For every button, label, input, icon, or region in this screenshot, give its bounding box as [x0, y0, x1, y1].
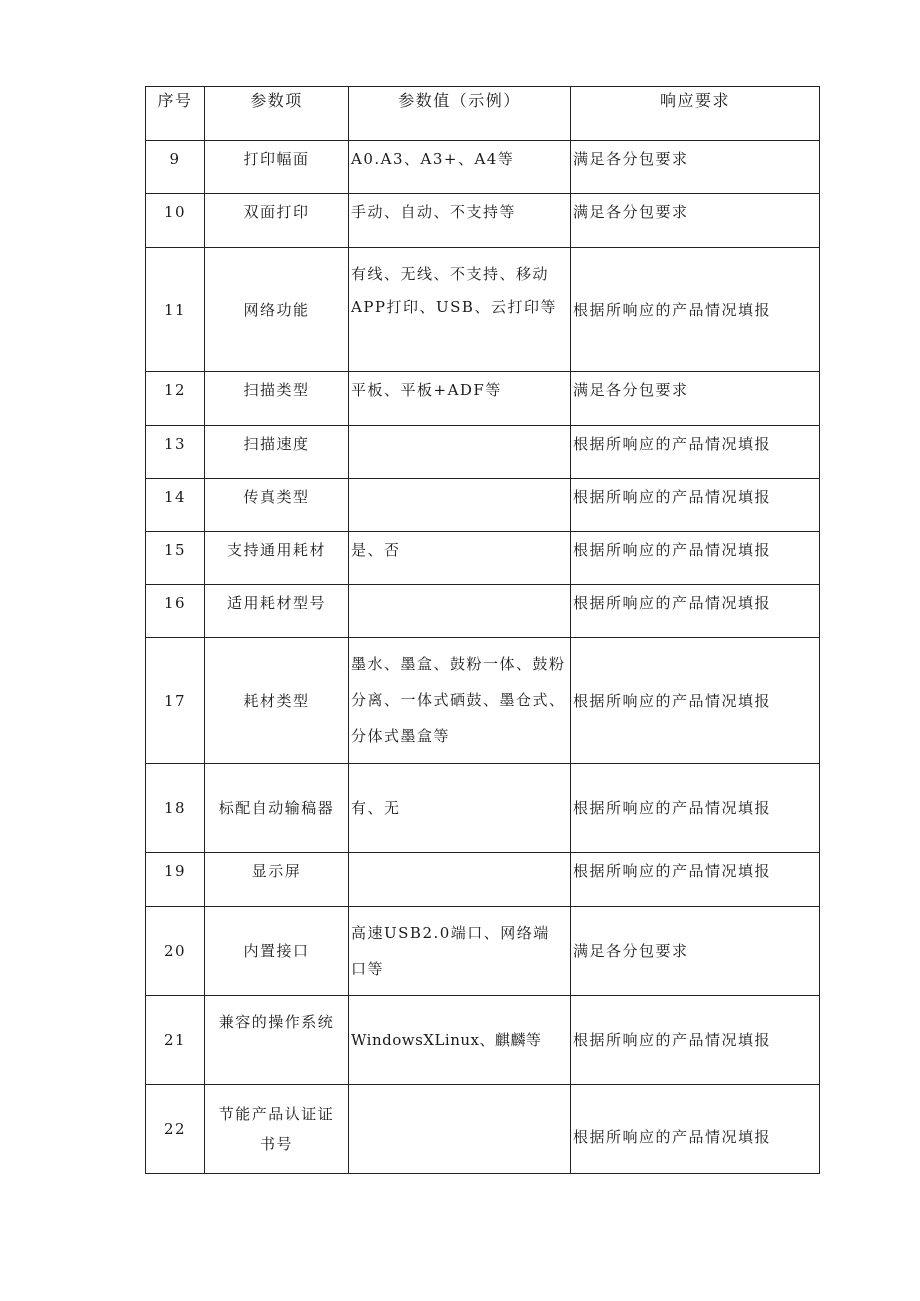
row-number: 10 — [146, 194, 205, 248]
row-item: 扫描速度 — [205, 426, 349, 479]
table-row — [146, 141, 820, 194]
table-row — [146, 194, 820, 248]
table-row — [146, 532, 820, 585]
table-row — [146, 248, 820, 372]
row-number: 21 — [146, 996, 205, 1085]
row-requirement: 根据所响应的产品情况填报 — [571, 426, 820, 479]
table-row — [146, 996, 820, 1085]
row-item: 传真类型 — [205, 479, 349, 532]
row-item: 标配自动输稿器 — [205, 764, 349, 853]
row-requirement: 根据所响应的产品情况填报 — [571, 585, 820, 638]
row-value: 手动、自动、不支持等 — [349, 194, 571, 248]
table-row — [146, 479, 820, 532]
row-requirement: 根据所响应的产品情况填报 — [571, 764, 820, 853]
header-seq: 序号 — [146, 87, 205, 141]
row-item: 内置接口 — [205, 907, 349, 996]
parameter-table — [145, 86, 820, 1174]
row-item: 耗材类型 — [205, 638, 349, 764]
row-number: 13 — [146, 426, 205, 479]
row-number: 14 — [146, 479, 205, 532]
row-requirement: 根据所响应的产品情况填报 — [571, 248, 820, 372]
row-requirement: 根据所响应的产品情况填报 — [571, 638, 820, 764]
table-row — [146, 585, 820, 638]
row-requirement: 满足各分包要求 — [571, 194, 820, 248]
table-row — [146, 907, 820, 996]
table-row — [146, 372, 820, 426]
row-value: A0.A3、A3+、A4等 — [349, 141, 571, 194]
table-row — [146, 426, 820, 479]
row-value: 有线、无线、不支持、移动APP打印、USB、云打印等 — [349, 248, 571, 372]
row-requirement: 满足各分包要求 — [571, 141, 820, 194]
row-item: 节能产品认证证书号 — [205, 1085, 349, 1174]
row-requirement: 满足各分包要求 — [571, 372, 820, 426]
row-item: 扫描类型 — [205, 372, 349, 426]
row-item: 打印幅面 — [205, 141, 349, 194]
row-number: 19 — [146, 853, 205, 907]
row-value: 平板、平板+ADF等 — [349, 372, 571, 426]
row-number: 20 — [146, 907, 205, 996]
header-value: 参数值（示例） — [349, 87, 571, 141]
row-number: 15 — [146, 532, 205, 585]
row-value — [349, 426, 571, 479]
row-item: 支持通用耗材 — [205, 532, 349, 585]
row-requirement: 根据所响应的产品情况填报 — [571, 853, 820, 907]
table-row — [146, 853, 820, 907]
row-number: 18 — [146, 764, 205, 853]
row-item: 网络功能 — [205, 248, 349, 372]
row-number: 12 — [146, 372, 205, 426]
row-value — [349, 585, 571, 638]
row-item: 双面打印 — [205, 194, 349, 248]
row-requirement: 根据所响应的产品情况填报 — [571, 479, 820, 532]
row-requirement: 根据所响应的产品情况填报 — [571, 532, 820, 585]
row-value: WindowsXLinux、麒麟等 — [349, 996, 571, 1085]
row-number: 22 — [146, 1085, 205, 1174]
table-row — [146, 638, 820, 764]
table-row — [146, 1085, 820, 1174]
row-value — [349, 479, 571, 532]
header-requirement: 响应要求 — [571, 87, 820, 141]
row-number: 11 — [146, 248, 205, 372]
row-value: 有、无 — [349, 764, 571, 853]
row-number: 16 — [146, 585, 205, 638]
table-row — [146, 764, 820, 853]
table-header-row — [146, 87, 820, 141]
row-requirement: 满足各分包要求 — [571, 907, 820, 996]
row-requirement: 根据所响应的产品情况填报 — [571, 1085, 820, 1174]
row-item: 显示屏 — [205, 853, 349, 907]
row-item: 适用耗材型号 — [205, 585, 349, 638]
row-value — [349, 853, 571, 907]
row-value: 墨水、墨盒、鼓粉一体、鼓粉分离、一体式硒鼓、墨仓式、分体式墨盒等 — [349, 638, 571, 764]
row-item: 兼容的操作系统 — [205, 996, 349, 1085]
row-number: 9 — [146, 141, 205, 194]
header-item: 参数项 — [205, 87, 349, 141]
row-value — [349, 1085, 571, 1174]
row-number: 17 — [146, 638, 205, 764]
row-requirement: 根据所响应的产品情况填报 — [571, 996, 820, 1085]
row-value: 高速USB2.0端口、网络端口等 — [349, 907, 571, 996]
row-value: 是、否 — [349, 532, 571, 585]
